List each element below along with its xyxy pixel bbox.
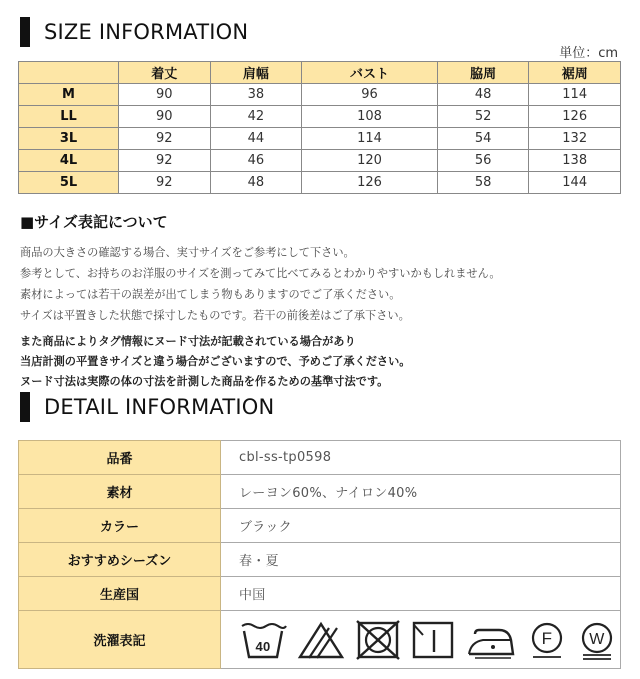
detail-row [19,475,621,509]
detail-value: ブラック [221,509,621,543]
size-notes [20,211,620,392]
notes-title: ■サイズ表記について [20,213,168,231]
table-cell: 90 [119,106,211,128]
table-cell: 52 [437,106,529,128]
size-label: 4L [19,150,119,172]
table-cell: 92 [119,172,211,194]
detail-row [19,543,621,577]
note-line: 参考として、お持ちのお洋服のサイズを測ってみて比べてみるとわかりやすいかもしれません。 [20,267,501,280]
table-cell: 90 [119,84,211,106]
bold-note-line: 当店計測の平置きサイズと違う場合がございますので、予めご了承ください。 [20,355,411,368]
line-dry-icon [411,620,455,660]
detail-value: 春・夏 [221,543,621,577]
wet-clean-letter: W [589,630,605,648]
size-section-heading [20,17,248,47]
table-cell: 120 [302,150,438,172]
care-label: 洗濯表記 [19,611,221,669]
iron-low-icon [465,620,517,660]
table-cell: 92 [119,150,211,172]
table-cell: 114 [302,128,438,150]
detail-label: 品番 [19,441,221,475]
column-header: 裾周 [529,62,621,84]
note-line: サイズは平置きした状態で採寸したものです。若干の前後差はご了承下さい。 [20,309,410,322]
table-row [19,172,621,194]
detail-label: 生産国 [19,577,221,611]
column-header: 肩幅 [210,62,302,84]
dry-clean-f-icon [527,620,567,660]
table-cell: 54 [437,128,529,150]
care-icons [239,620,620,660]
heading-bar [20,392,30,422]
detail-row [19,577,621,611]
detail-value: cbl-ss-tp0598 [221,441,621,475]
note-line: 商品の大きさの確認する場合、実寸サイズをご参考にして下さい。 [20,246,355,259]
detail-value: 中国 [221,577,621,611]
size-label: M [19,84,119,106]
detail-row [19,441,621,475]
table-cell: 42 [210,106,302,128]
size-table [18,61,621,194]
nude-size-notice [20,332,620,392]
detail-section-title: DETAIL INFORMATION [44,395,275,419]
detail-table [18,440,621,669]
header-corner [19,62,119,84]
detail-label: カラー [19,509,221,543]
table-cell: 126 [529,106,621,128]
table-cell: 56 [437,150,529,172]
table-cell: 96 [302,84,438,106]
table-cell: 144 [529,172,621,194]
table-cell: 44 [210,128,302,150]
table-cell: 48 [437,84,529,106]
table-cell: 126 [302,172,438,194]
note-line: 素材によっては若干の誤差が出てしまう物もありますのでご了承ください。 [20,288,401,301]
size-table-header [19,62,621,84]
column-header: バスト [302,62,438,84]
wash-temp-label: 40 [255,638,271,654]
table-row [19,128,621,150]
size-label: LL [19,106,119,128]
table-cell: 46 [210,150,302,172]
care-icons-cell [221,611,621,669]
column-header: 脇周 [437,62,529,84]
unit-label: 単位：cm [559,46,618,61]
table-cell: 92 [119,128,211,150]
detail-section-heading [20,392,274,422]
detail-value: レーヨン60%、ナイロン40% [221,475,621,509]
table-row [19,106,621,128]
dry-clean-letter: F [541,628,553,648]
size-section-title: SIZE INFORMATION [44,20,249,44]
bold-note-line: ヌード寸法は実際の体の寸法を計測した商品を作るための基準寸法です。 [20,375,389,388]
no-bleach-icon [297,620,345,660]
table-cell: 38 [210,84,302,106]
column-header: 着丈 [119,62,211,84]
table-cell: 138 [529,150,621,172]
wash-40-icon [239,620,287,660]
table-row [19,150,621,172]
size-label: 3L [19,128,119,150]
bold-note-line: また商品によりタグ情報にヌード寸法が記載されている場合があり [20,335,356,348]
no-tumble-dry-icon [355,620,401,660]
heading-bar [20,17,30,47]
table-row [19,84,621,106]
wet-clean-w-icon [577,620,617,660]
table-cell: 108 [302,106,438,128]
table-cell: 48 [210,172,302,194]
size-label: 5L [19,172,119,194]
table-cell: 132 [529,128,621,150]
detail-label: おすすめシーズン [19,543,221,577]
care-row [19,611,621,669]
table-cell: 114 [529,84,621,106]
detail-row [19,509,621,543]
table-cell: 58 [437,172,529,194]
detail-label: 素材 [19,475,221,509]
